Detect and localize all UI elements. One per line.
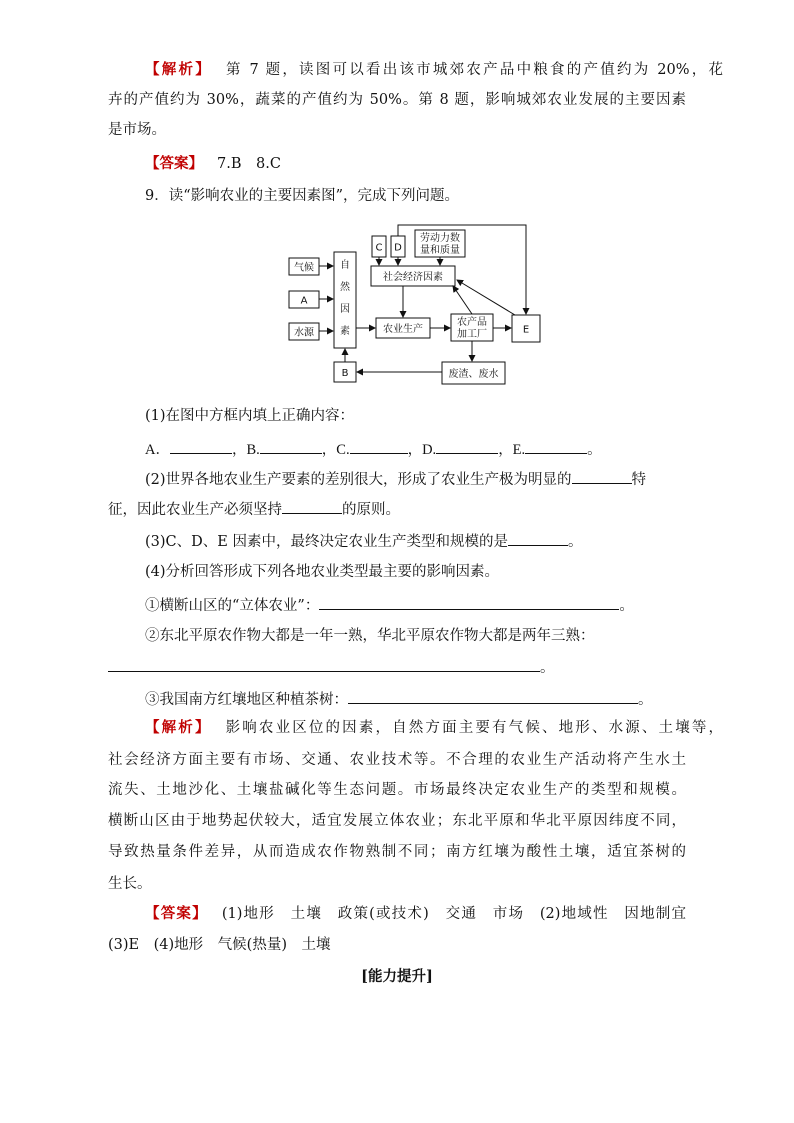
- ziran-char-4: 素: [340, 326, 350, 337]
- q9-analysis-line-4: 横断山区由于地势起伏较大，适宜发展立体农业；东北平原和华北平原因纬度不同，: [108, 813, 686, 829]
- jiagong-label-2: 加工厂: [457, 329, 487, 340]
- q9-sub1-blanks: A． ，B. ，C. ，D. ，E. 。: [145, 438, 723, 460]
- q9-sub4-1: ①横断山区的“立体农业”： 。: [145, 594, 723, 616]
- q9-sub4-3: ③我国南方红壤地区种植茶树： 。: [145, 688, 723, 710]
- blank-d[interactable]: [436, 438, 498, 454]
- q9-analysis-line-1: 【解析】 影响农业区位的因素，自然方面主要有气候、地形、水源、土壤等，: [145, 720, 724, 736]
- q9-sub4-2-answer-line: 。: [108, 656, 686, 678]
- answer-tag: 【答案】: [145, 156, 203, 172]
- q9-analysis-line-3: 流失、土地沙化、土壤盐碱化等生态问题。市场最终决定农业生产的类型和规模。: [108, 782, 686, 798]
- labor-label-2: 量和质量: [420, 245, 460, 256]
- nongye-label: 农业生产: [383, 324, 423, 335]
- d-label: D: [394, 242, 402, 254]
- q9-answer-line-1: 【答案】 (1)地形 土壤 政策(或技术) 交通 市场 (2)地域性 因地制宜: [145, 906, 687, 922]
- c-label: C: [375, 242, 383, 254]
- blank-sub2-1[interactable]: [572, 468, 632, 484]
- agriculture-factors-diagram: [285, 222, 547, 387]
- qihou-label: 气候: [294, 262, 314, 274]
- q9-answer-line-2: (3)E (4)地形 气候(热量) 土壤: [108, 937, 331, 953]
- a-label: A: [300, 295, 308, 307]
- feizha-label: 废渣、废水: [448, 369, 499, 380]
- q9-sub2-line-2: 征，因此农业生产必须坚持 的原则。: [108, 498, 686, 520]
- blank-sub4-1[interactable]: [319, 594, 619, 610]
- analysis-tag: 【解析】: [145, 62, 212, 78]
- blank-e[interactable]: [525, 438, 587, 454]
- analysis-tag: 【解析】: [145, 720, 212, 736]
- q9-analysis-line-5: 导致热量条件差异，从而造成农作物熟制不同；南方红壤为酸性土壤，适宜茶树的: [108, 844, 686, 860]
- shuiyuan-label: 水源: [294, 327, 314, 339]
- blank-sub4-2[interactable]: [108, 656, 540, 672]
- q9-sub1: (1)在图中方框内填上正确内容：: [145, 408, 355, 424]
- labor-label-1: 劳动力数: [420, 233, 460, 244]
- ziran-char-2: 然: [340, 282, 350, 293]
- q9-sub3: (3)C、D、E 因素中，最终决定农业生产类型和规模的是 。: [145, 530, 723, 552]
- q9-sub2-line-1: (2)世界各地农业生产要素的差别很大，形成了农业生产极为明显的 特: [145, 468, 723, 490]
- answer-tag: 【答案】: [145, 906, 208, 922]
- q7-8-analysis-line-3: 是市场。: [108, 122, 166, 138]
- q9-analysis-line-6: 生长。: [108, 876, 152, 892]
- q7-8-answer: 【答案】 7.B 8.C: [145, 156, 281, 172]
- q9-sub4: (4)分析回答形成下列各地农业类型最主要的影响因素。: [145, 564, 500, 580]
- blank-sub3[interactable]: [508, 530, 568, 546]
- section-title: [能力提升]: [361, 968, 433, 985]
- blank-c[interactable]: [350, 438, 408, 454]
- q9-sub4-2: ②东北平原农作物大都是一年一熟，华北平原农作物大都是两年三熟：: [145, 628, 595, 644]
- q9-analysis-line-2: 社会经济方面主要有市场、交通、农业技术等。不合理的农业生产活动将产生水土: [108, 752, 686, 768]
- jiagong-label-1: 农产品: [457, 317, 487, 328]
- blank-sub2-2[interactable]: [282, 498, 342, 514]
- blank-a[interactable]: [170, 438, 232, 454]
- blank-b[interactable]: [260, 438, 322, 454]
- q7-8-analysis-line-2: 卉的产值约为 30%，蔬菜的产值约为 50%。第 8 题，影响城郊农业发展的主要因素: [108, 92, 686, 108]
- e-label: E: [522, 324, 530, 336]
- q9-stem: 9．读“影响农业的主要因素图”，完成下列问题。: [145, 188, 460, 204]
- q7-8-analysis-line-1: 【解析】 第 7 题，读图可以看出该市城郊农产品中粮食的产值约为 20%，花: [145, 62, 723, 78]
- ziran-char-1: 自: [340, 260, 350, 271]
- b-label: B: [341, 368, 349, 379]
- shehui-label: 社会经济因素: [383, 272, 443, 283]
- ziran-char-3: 因: [340, 304, 350, 315]
- blank-sub4-3[interactable]: [348, 688, 638, 704]
